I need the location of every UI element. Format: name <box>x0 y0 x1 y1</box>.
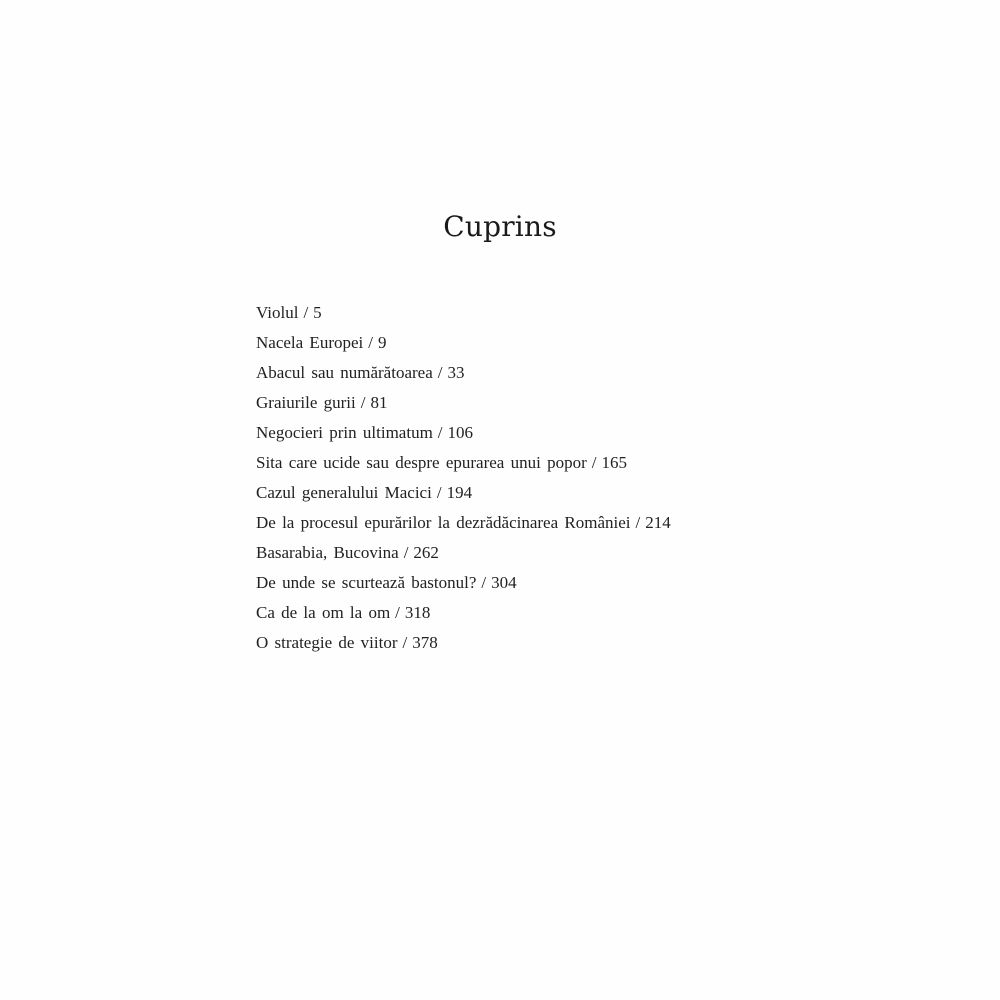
toc-separator: / <box>436 483 442 502</box>
toc-entry-page: 318 <box>404 603 431 622</box>
toc-entry-title: Negocieri prin ultimatum <box>256 423 433 442</box>
toc-entry <box>256 362 816 392</box>
toc-separator: / <box>360 393 366 412</box>
toc-separator: / <box>481 573 487 592</box>
toc-entry-title: Sita care ucide sau despre epurarea unui popor <box>256 453 587 472</box>
toc-entry-page: 214 <box>645 513 671 532</box>
toc-separator: / <box>403 543 409 562</box>
toc-entry-page: 9 <box>377 333 387 352</box>
toc-entry-page: 81 <box>370 393 388 412</box>
toc-entry <box>256 452 816 482</box>
toc-separator: / <box>437 423 443 442</box>
toc-separator: / <box>402 633 408 652</box>
toc-entry-title: De la procesul epurărilor la dezrădăcinarea României <box>256 513 631 532</box>
toc-entry-page: 304 <box>491 573 517 592</box>
toc-entry-title: Graiurile gurii <box>256 393 356 412</box>
toc-separator: / <box>635 513 641 532</box>
toc-entry <box>256 542 816 572</box>
toc-entry <box>256 512 816 542</box>
table-of-contents <box>256 302 816 662</box>
toc-entry-page: 262 <box>413 543 439 562</box>
toc-entry-title: Abacul sau numărătoarea <box>256 363 433 382</box>
toc-entry <box>256 302 816 332</box>
toc-separator: / <box>303 303 309 322</box>
toc-entry <box>256 392 816 422</box>
toc-entry-title: Ca de la om la om <box>256 603 391 622</box>
toc-entry <box>256 632 816 662</box>
toc-entry <box>256 482 816 512</box>
toc-entry-page: 33 <box>447 363 465 382</box>
toc-entry-title: Nacela Europei <box>256 333 364 352</box>
toc-separator: / <box>368 333 373 352</box>
toc-entry-title: De unde se scurtează bastonul? <box>256 573 477 592</box>
toc-separator: / <box>591 453 597 472</box>
toc-entry-page: 165 <box>601 453 627 472</box>
toc-entry-page: 5 <box>313 303 322 322</box>
toc-separator: / <box>395 603 400 622</box>
page-title: Cuprins <box>443 210 557 243</box>
toc-entry-title: Basarabia, Bucovina <box>256 543 399 562</box>
toc-entry-page: 378 <box>412 633 438 652</box>
toc-entry <box>256 332 816 362</box>
toc-entry <box>256 602 816 632</box>
toc-entry-page: 106 <box>447 423 474 442</box>
toc-entry-page: 194 <box>446 483 473 502</box>
toc-entry <box>256 422 816 452</box>
toc-entry <box>256 572 816 602</box>
toc-entry-title: Cazul generalului Macici <box>256 483 432 502</box>
toc-separator: / <box>437 363 443 382</box>
toc-entry-title: Violul <box>256 303 299 322</box>
toc-entry-title: O strategie de viitor <box>256 633 398 652</box>
